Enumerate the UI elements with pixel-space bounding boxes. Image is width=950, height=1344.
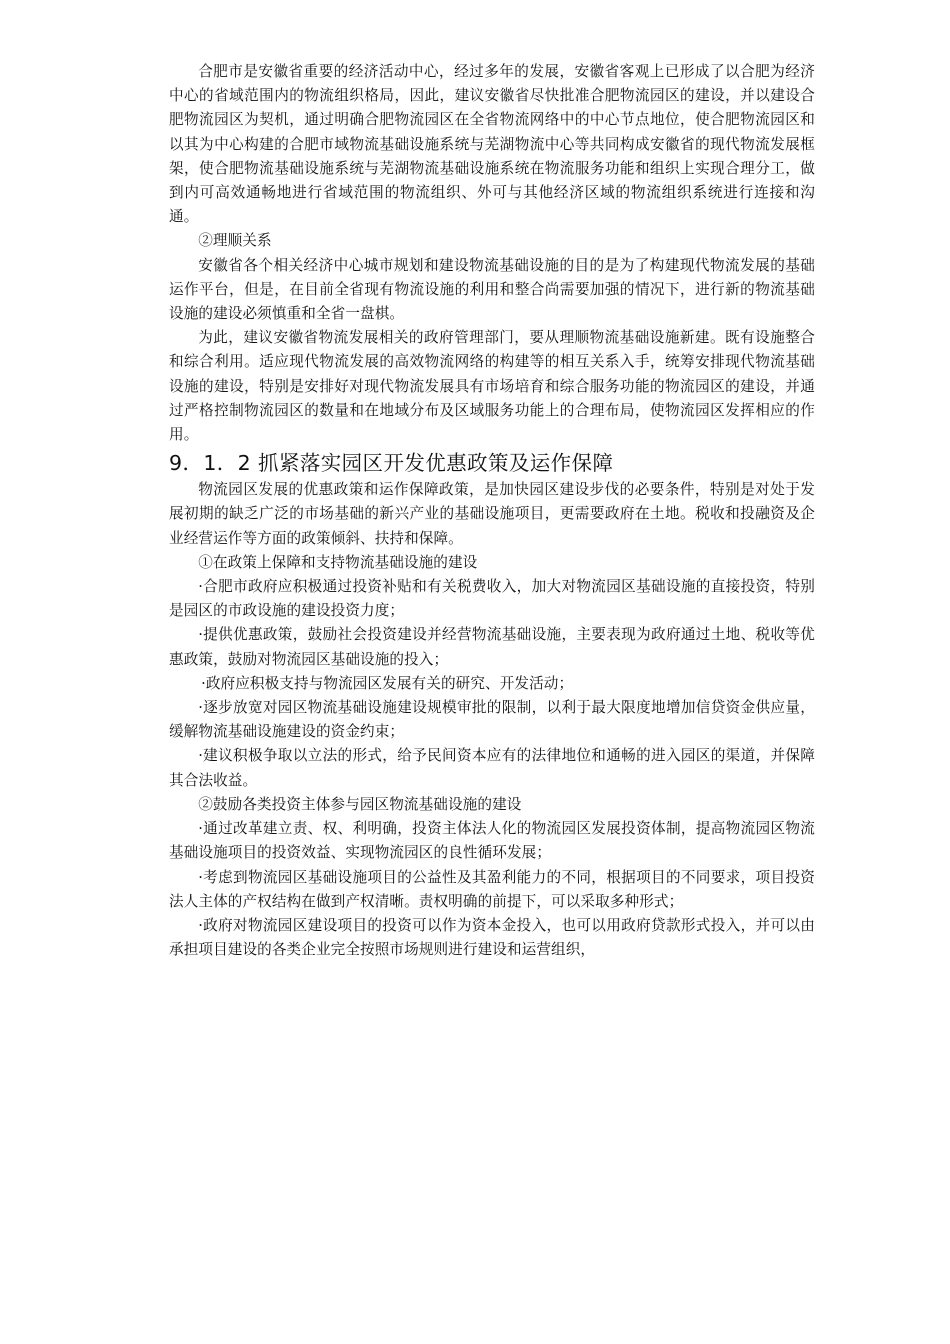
paragraph-hefei-center: 合肥市是安徽省重要的经济活动中心，经过多年的发展，安徽省客观上已形成了以合肥为经济中心的省域范围内的物流组织格局，因此，建议安徽省尽快批准合肥物流园区的建设，并以建设合肥物流园区为契机，通过明确合肥物流园区在全省物流网络中的中心节点地位，使合肥物流园区和以其为中心构建的合肥市域物流基础设施系统与芜湖物流中心等共同构成安徽省的现代物流发展框架，使合肥物流基础设施系统与芜湖物流基础设施系统在物流服务功能和组织上实现合理分工，做到内可高效通畅地进行省域范围的物流组织、外可与其他经济区域的物流组织系统进行连接和沟通。: [169, 63, 815, 226]
paragraph-planning-purpose: 安徽省各个相关经济中心城市规划和建设物流基础设施的目的是为了构建现代物流发展的基础运作平台，但是，在目前全省现有物流设施的利用和整合尚需要加强的情况下，进行新的物流基础设施的建设必须慎重和全省一盘棋。: [169, 256, 815, 323]
section-heading: 9．1．2 抓紧落实园区开发优惠政策及运作保障: [169, 451, 614, 476]
subheading-investors: ②鼓励各类投资主体参与园区物流基础设施的建设: [198, 795, 522, 813]
subheading-policy-support: ①在政策上保障和支持物流基础设施的建设: [198, 553, 478, 571]
paragraph-government-advice: 为此，建议安徽省物流发展相关的政府管理部门，要从理顺物流基础设施新建。既有设施整合和综合利用。适应现代物流发展的高效物流网络的构建等的相互关系入手，统筹安排现代物流基础设施的建设，特别是安排好对现代物流发展具有市场培育和综合服务功能的物流园区的建设，并通过严格控制物流园区的数量和在地域分布及区域服务功能上的合理布局，使物流园区发挥相应的作用。: [169, 329, 815, 444]
list-item: ·提供优惠政策，鼓励社会投资建设并经营物流基础设施，主要表现为政府通过土地、税收等优惠政策，鼓励对物流园区基础设施的投入；: [169, 626, 815, 668]
list-item: ·合肥市政府应积极通过投资补贴和有关税费收入，加大对物流园区基础设施的直接投资，特别是园区的市政设施的建设投资力度；: [169, 578, 815, 620]
list-item: ·考虑到物流园区基础设施项目的公益性及其盈利能力的不同，根据项目的不同要求，项目投资法人主体的产权结构在做到产权清晰。责权明确的前提下，可以采取多种形式；: [169, 868, 815, 910]
paragraph-section-intro: 物流园区发展的优惠政策和运作保障政策，是加快园区建设步伐的必要条件，特别是对处于发展初期的缺乏广泛的市场基础的新兴产业的基础设施项目，更需要政府在土地。税收和投融资及企业经营运作等方面的政策倾斜、扶持和保障。: [169, 481, 815, 547]
list-item: ·通过改革建立责、权、利明确，投资主体法人化的物流园区发展投资体制，提高物流园区物流基础设施项目的投资效益、实现物流园区的良性循环发展；: [169, 820, 815, 862]
list-item: ·逐步放宽对园区物流基础设施建设规模审批的限制，以利于最大限度地增加信贷资金供应量，缓解物流基础设施建设的资金约束；: [169, 699, 815, 741]
list-item: ·政府应积极支持与物流园区发展有关的研究、开发活动；: [201, 674, 574, 692]
document-page: [169, 60, 815, 962]
list-item: ·建议积极争取以立法的形式，给予民间资本应有的法律地位和通畅的进入园区的渠道，并保障其合法收益。: [169, 747, 815, 789]
subheading-rationalize: ②理顺关系: [198, 232, 272, 250]
list-item: ·政府对物流园区建设项目的投资可以作为资本金投入，也可以用政府贷款形式投入，并可以由承担项目建设的各类企业完全按照市场规则进行建设和运营组织，: [169, 916, 815, 959]
